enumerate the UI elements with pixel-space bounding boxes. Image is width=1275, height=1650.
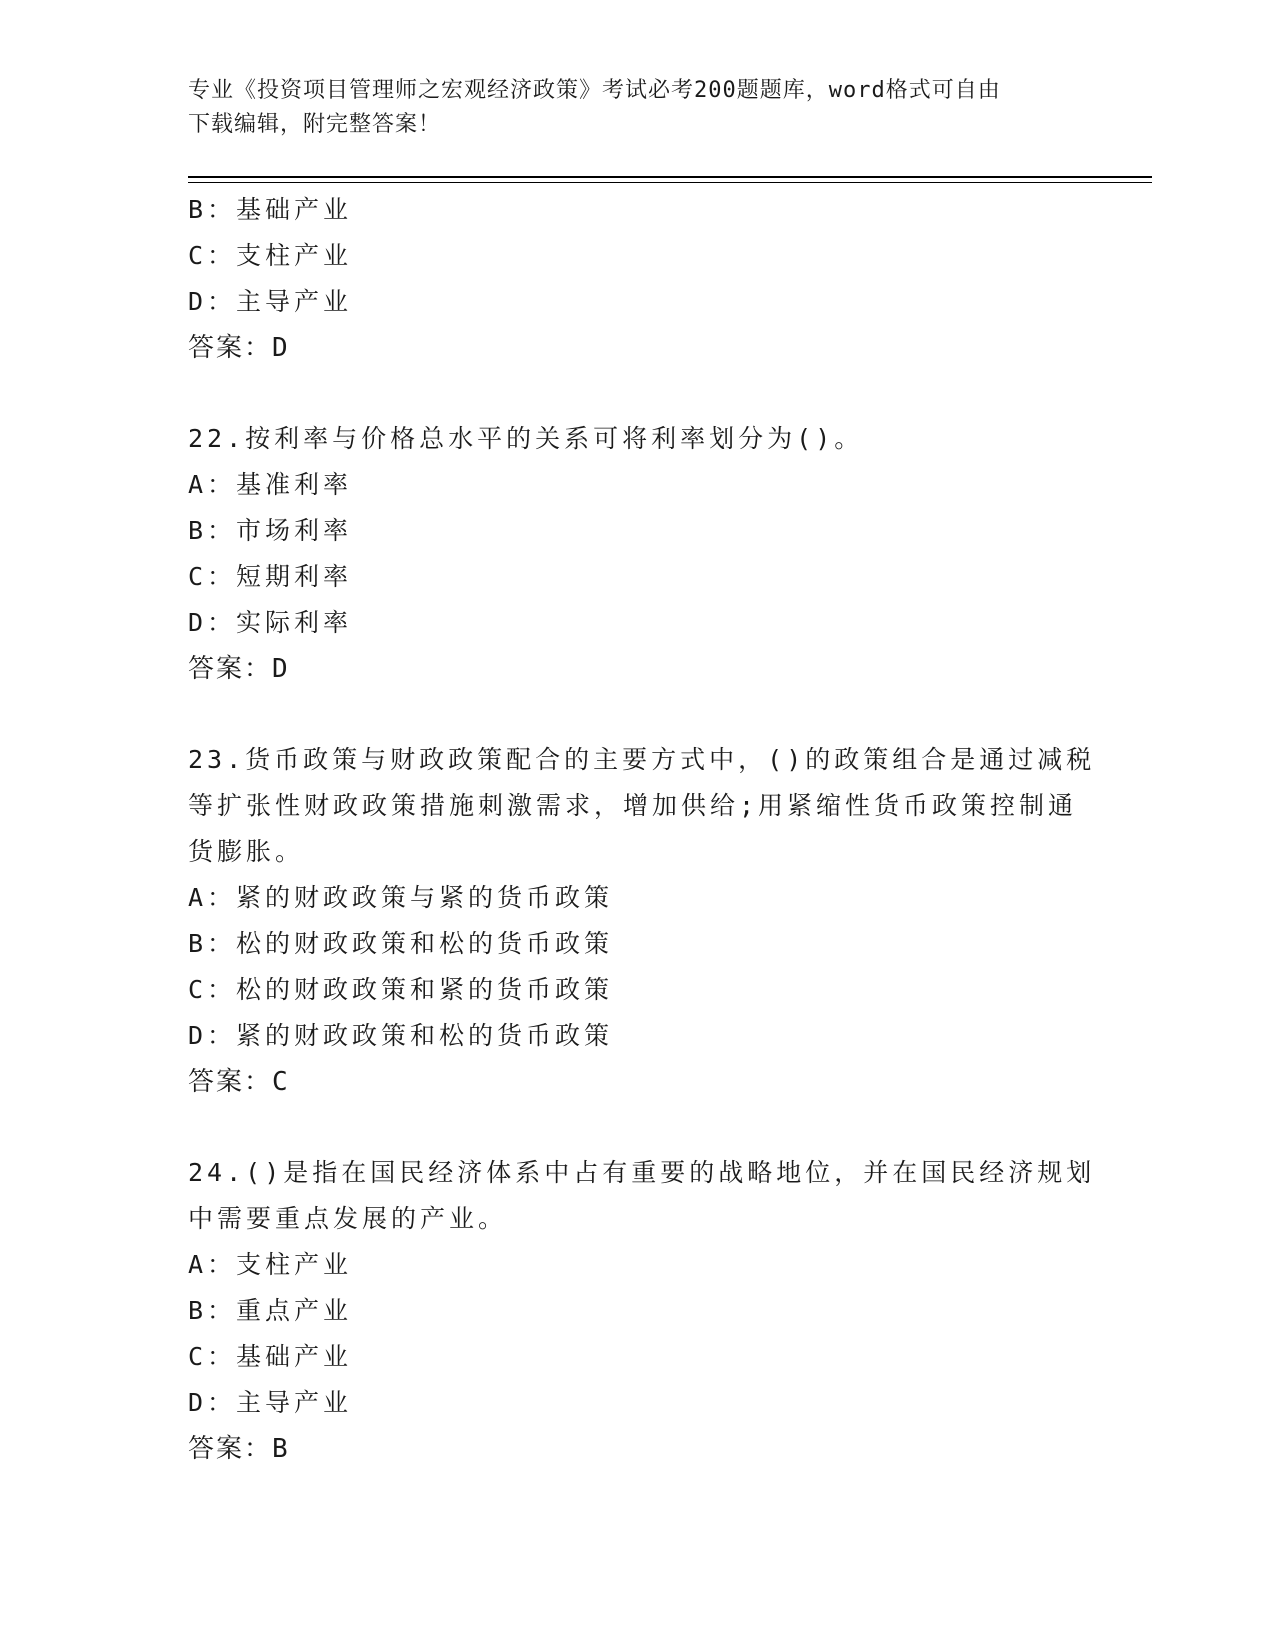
option-c: C：支柱产业 (188, 241, 353, 270)
question-22 (188, 416, 1088, 692)
question-text: 中需要重点发展的产业。 (188, 1204, 508, 1233)
option-a: A：支柱产业 (188, 1250, 353, 1279)
header-rule-thin (188, 182, 1152, 183)
answer-line: 答案：D (188, 333, 290, 363)
option-a: A：紧的财政政策与紧的货币政策 (188, 883, 614, 912)
option-d: D：主导产业 (188, 287, 353, 316)
question-content (188, 187, 1096, 1472)
option-b: B：松的财政政策和松的货币政策 (188, 929, 614, 958)
question-23 (188, 737, 1096, 1105)
question-text: 23.货币政策与财政政策配合的主要方式中，()的政策组合是通过减税 (188, 745, 1096, 774)
option-a: A：基准利率 (188, 470, 353, 499)
option-b: B：市场利率 (188, 516, 353, 545)
header-line-1: 专业《投资项目管理师之宏观经济政策》考试必考200题题库，word格式可自由 (188, 78, 1001, 103)
document-header (188, 74, 1088, 142)
option-b: B：基础产业 (188, 195, 353, 224)
question-21-continued (188, 187, 1088, 371)
option-c: C：短期利率 (188, 562, 353, 591)
option-c: C：基础产业 (188, 1342, 353, 1371)
question-24 (188, 1150, 1096, 1472)
option-d: D：主导产业 (188, 1388, 353, 1417)
header-line-2: 下载编辑，附完整答案！ (188, 112, 442, 137)
option-c: C：松的财政政策和紧的货币政策 (188, 975, 614, 1004)
header-rule-thick (188, 176, 1152, 178)
answer-line: 答案：B (188, 1434, 290, 1464)
option-b: B：重点产业 (188, 1296, 353, 1325)
option-d: D：实际利率 (188, 608, 353, 637)
answer-line: 答案：C (188, 1067, 290, 1097)
question-text: 等扩张性财政政策措施刺激需求，增加供给;用紧缩性货币政策控制通 (188, 791, 1078, 820)
answer-line: 答案：D (188, 654, 290, 684)
question-text: 24.()是指在国民经济体系中占有重要的战略地位，并在国民经济规划 (188, 1158, 1096, 1187)
option-d: D：紧的财政政策和松的货币政策 (188, 1021, 614, 1050)
question-text: 22.按利率与价格总水平的关系可将利率划分为()。 (188, 424, 864, 453)
question-text: 货膨胀。 (188, 837, 305, 866)
